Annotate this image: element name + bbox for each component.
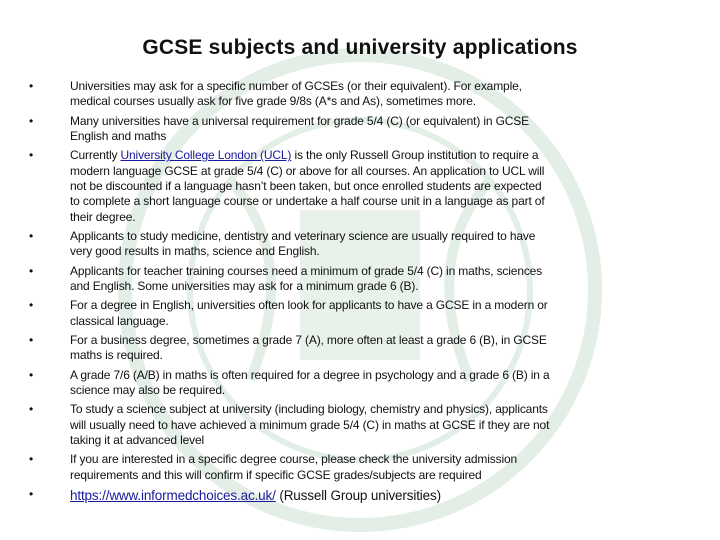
text-line: For a degree in English, universities often look for applicants to have a GCSE in a modern or: [70, 298, 548, 313]
text-line: Universities may ask for a specific number of GCSEs (or their equivalent). For example,: [70, 79, 522, 93]
list-item: [0, 402, 550, 448]
text-line: requirements and this will confirm if specific GCSE grades/subjects are required: [70, 467, 482, 482]
text-line: English and maths: [70, 128, 167, 143]
bullet-icon: •: [29, 228, 34, 243]
bullet-icon: •: [29, 113, 34, 128]
text-line: Applicants for teacher training courses need a minimum of grade 5/4 (C) in maths, sciences: [70, 263, 543, 278]
list-item: [0, 452, 550, 483]
text-line: Applicants to study medicine, dentistry and veterinary science are usually required to have: [70, 228, 536, 243]
list-item: [0, 368, 550, 399]
list-item: [0, 487, 550, 504]
bullet-icon: •: [29, 79, 34, 93]
text-line: science may also be required.: [70, 383, 226, 397]
text-line: A grade 7/6 (A/B) in maths is often required for a degree in psychology and a grade 6 (B) in a: [70, 367, 550, 382]
text-line: taking it at advanced level: [70, 432, 205, 447]
text-line: medical courses usually ask for five grade 9/8s (A*s and As), sometimes more.: [70, 94, 476, 109]
bullet-list: [0, 79, 550, 508]
text-line: https://www.informedchoices.ac.uk/ (Russell Group universities): [70, 488, 441, 504]
list-item: [0, 298, 550, 329]
text-line: maths is required.: [70, 348, 163, 363]
text-line: Currently University College London (UCL) is the only Russell Group institution to require a: [70, 148, 539, 163]
list-item: [0, 333, 550, 364]
text-line: modern language GCSE at grade 5/4 (C) or above for all courses. An application to UCL will: [70, 163, 545, 178]
text-line: not be discounted if a language hasn’t been taken, but once enrolled students are expected: [70, 178, 542, 193]
text-line: Many universities have a universal requirement for grade 5/4 (C) (or equivalent) in GCSE: [70, 113, 530, 128]
bullet-icon: •: [29, 333, 34, 348]
list-item: [0, 148, 550, 224]
page-title: GCSE subjects and university applications: [142, 36, 578, 59]
bullet-icon: •: [29, 367, 34, 382]
bullet-icon: •: [29, 298, 34, 313]
text-line: to complete a short language course or undertake a half course unit in a language as part of: [70, 194, 545, 209]
bullet-icon: •: [29, 402, 34, 417]
text-line: and English. Some universities may ask for a minimum grade 6 (B).: [70, 278, 419, 293]
text-line: classical language.: [70, 313, 169, 328]
text-line: will usually need to have achieved a minimum grade 5/4 (C) in maths at GCSE if they are not: [70, 417, 550, 432]
list-item: [0, 79, 550, 110]
bullet-icon: •: [29, 148, 34, 163]
list-item: [0, 229, 550, 260]
bullet-icon: •: [29, 487, 34, 502]
bullet-icon: •: [29, 452, 34, 467]
text-line: their degree.: [70, 209, 136, 224]
text-line: very good results in maths, science and English.: [70, 244, 320, 259]
text-line: For a business degree, sometimes a grade 7 (A), more often at least a grade 6 (B), in GCSE: [70, 333, 547, 348]
list-item: [0, 114, 550, 145]
hyperlink[interactable]: University College London (UCL): [120, 148, 292, 163]
list-item: [0, 264, 550, 295]
bullet-icon: •: [29, 263, 34, 278]
text-line: To study a science subject at university (including biology, chemistry and physics), applicants: [70, 402, 548, 417]
hyperlink[interactable]: https://www.informedchoices.ac.uk/: [70, 488, 276, 504]
text-line: If you are interested in a specific degree course, please check the university admission: [70, 452, 518, 467]
